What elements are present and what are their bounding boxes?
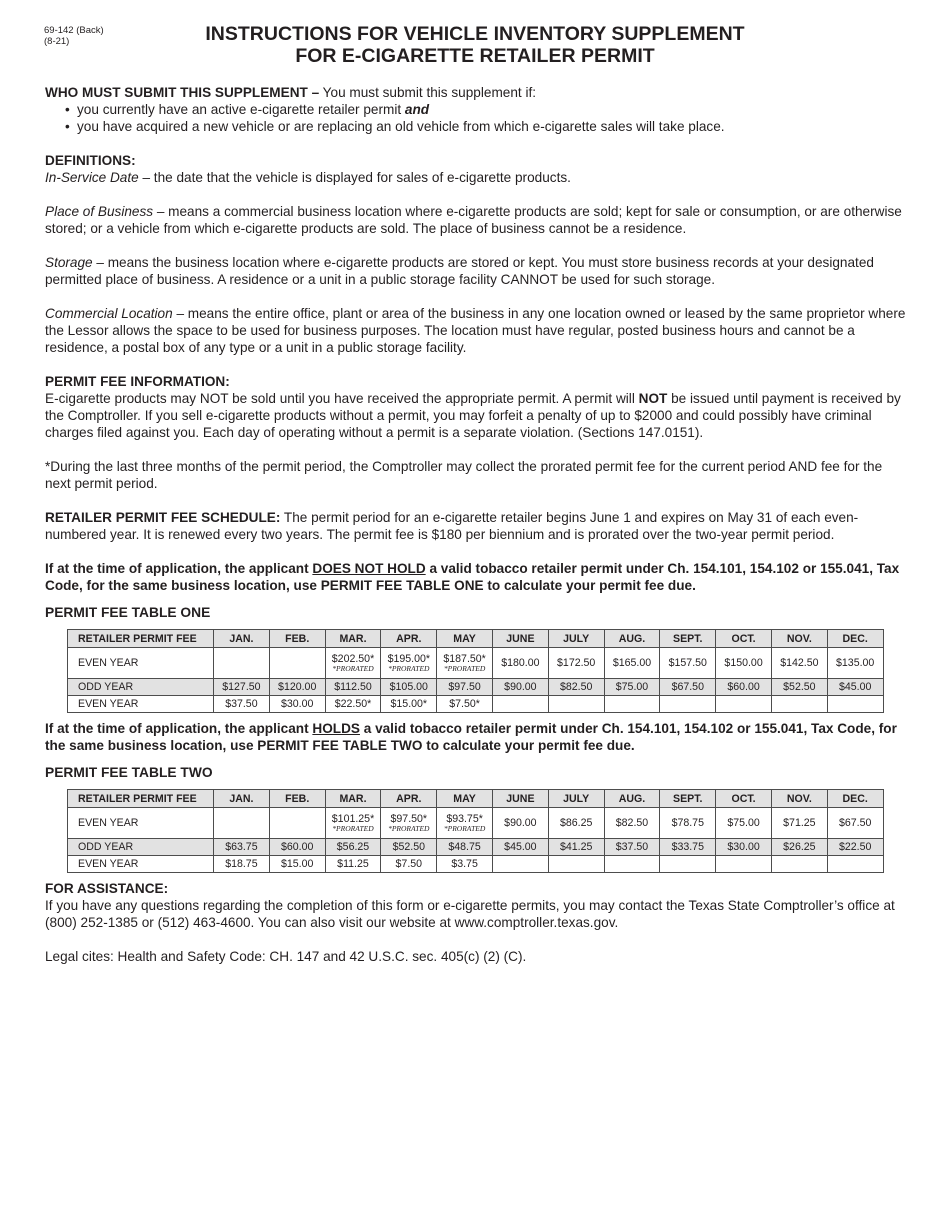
fee-schedule <box>45 509 907 543</box>
condition-one-post: a valid tobacco retailer permit under Ch. 154.101, 154.102 or 155.041, Tax Code, for the same business location, use PERMIT FEE TABLE ONE to calculate your permit fee due. <box>45 561 900 593</box>
term-in-service: In-Service Date <box>45 170 139 185</box>
row-label: ODD YEAR <box>68 679 214 696</box>
fee-cell: $48.75 <box>437 839 493 856</box>
fee-cell: $37.50 <box>604 839 660 856</box>
definition-place-of-business <box>45 203 907 237</box>
fee-cell: $11.25 <box>325 856 381 873</box>
fee-cell: $172.50 <box>548 648 604 679</box>
form-number <box>44 25 104 47</box>
condition-table-two <box>45 720 907 754</box>
who-bullet-1 <box>77 101 907 118</box>
column-header-month: SEPT. <box>660 790 716 808</box>
column-header-month: NOV. <box>771 790 827 808</box>
fee-cell: $30.00 <box>269 696 325 713</box>
fee-cell <box>660 856 716 873</box>
fee-cell: $52.50 <box>771 679 827 696</box>
definition-place-text: – means a commercial business location where e-cigarette products are sold; kept for sale or consumption, or are otherwise stored; or a vehicle from which e-cigarette products are sold. The place of business cannot be a residence. <box>45 204 902 236</box>
who-must-submit <box>45 84 907 101</box>
table-row <box>68 856 884 873</box>
fee-value: $97.50* <box>390 813 428 825</box>
fee-cell <box>827 696 883 713</box>
fee-cell: $22.50 <box>827 839 883 856</box>
fee-value: $101.25* <box>331 813 375 825</box>
column-header-month: JAN. <box>214 630 270 648</box>
fee-cell: $52.50 <box>381 839 437 856</box>
row-label: EVEN YEAR <box>68 856 214 873</box>
fee-value: $195.00* <box>387 653 430 665</box>
fee-cell <box>660 696 716 713</box>
table-header-row <box>68 630 884 648</box>
fee-cell <box>381 808 437 839</box>
fee-cell <box>771 856 827 873</box>
column-header-month: OCT. <box>716 630 772 648</box>
definitions-heading: DEFINITIONS: <box>45 153 136 168</box>
term-commercial-location: Commercial Location <box>45 306 173 321</box>
form-revision-text: (8-21) <box>44 36 70 47</box>
fee-cell: $3.75 <box>437 856 493 873</box>
fee-cell <box>548 696 604 713</box>
fee-value: $202.50* <box>331 653 375 665</box>
fee-cell: $18.75 <box>214 856 270 873</box>
fee-cell: $142.50 <box>771 648 827 679</box>
fee-value: $187.50* <box>443 653 486 665</box>
who-intro: You must submit this supplement if: <box>319 85 537 100</box>
fee-value: $93.75* <box>446 813 483 825</box>
fee-cell: $78.75 <box>660 808 716 839</box>
fee-cell: $60.00 <box>269 839 325 856</box>
fee-cell: $26.25 <box>771 839 827 856</box>
who-bullet-list <box>45 101 907 135</box>
fee-cell: $120.00 <box>269 679 325 696</box>
prorated-label: *PRORATED <box>332 664 374 673</box>
fee-cell: $7.50 <box>381 856 437 873</box>
fee-cell: $75.00 <box>604 679 660 696</box>
assistance-text: If you have any questions regarding the completion of this form or e-cigarette permits, you may contact the Texas State Comptroller’s office at (800) 252-1385 or (512) 463-4600. You can also visit our website at www.comptroller.texas.gov. <box>45 898 895 930</box>
prorated-label: *PRORATED <box>443 664 486 673</box>
fee-cell: $63.75 <box>214 839 270 856</box>
fee-cell: $71.25 <box>771 808 827 839</box>
fee-cell: $127.50 <box>214 679 270 696</box>
fee-cell: $112.50 <box>325 679 381 696</box>
fee-cell: $90.00 <box>492 679 548 696</box>
column-header-month: MAY <box>437 790 493 808</box>
fee-cell <box>269 648 325 679</box>
column-header-month: JULY <box>548 630 604 648</box>
title-line-1: INSTRUCTIONS FOR VEHICLE INVENTORY SUPPLEMENT <box>205 23 745 45</box>
column-header-month: MAR. <box>325 790 381 808</box>
column-header-month: MAY <box>437 630 493 648</box>
fee-cell: $157.50 <box>660 648 716 679</box>
condition-table-one <box>45 560 907 594</box>
prorated-label: *PRORATED <box>332 824 374 833</box>
permit-fee-text-1: E-cigarette products may NOT be sold until you have received the appropriate permit. A permit will <box>45 391 639 406</box>
fee-cell <box>604 856 660 873</box>
condition-two-underline: HOLDS <box>312 721 360 736</box>
who-heading: WHO MUST SUBMIT THIS SUPPLEMENT – <box>45 85 320 100</box>
fee-schedule-text: The permit period for an e-cigarette retailer begins June 1 and expires on May 31 of each even-numbered year. It is renewed every two years. The permit fee is $180 per biennium and is prorated over the two-year permit period. <box>45 510 859 542</box>
who-bullet-1-text: you currently have an active e-cigarette retailer permit <box>77 102 405 117</box>
definition-in-service <box>45 169 907 186</box>
fee-cell: $41.25 <box>548 839 604 856</box>
permit-fee-heading: PERMIT FEE INFORMATION: <box>45 374 230 389</box>
row-label: ODD YEAR <box>68 839 214 856</box>
fee-cell: $90.00 <box>492 808 548 839</box>
column-header-month: AUG. <box>604 630 660 648</box>
fee-cell <box>381 648 437 679</box>
fee-cell: $30.00 <box>716 839 772 856</box>
table-header-row <box>68 790 884 808</box>
title-line-2: FOR E-CIGARETTE RETAILER PERMIT <box>295 45 655 67</box>
fee-cell: $67.50 <box>827 808 883 839</box>
page-title <box>160 23 790 67</box>
fee-cell: $15.00 <box>269 856 325 873</box>
fee-cell <box>214 808 270 839</box>
instructions-body <box>45 84 907 965</box>
permit-fee-text <box>45 390 907 441</box>
fee-cell <box>604 696 660 713</box>
row-label: EVEN YEAR <box>68 696 214 713</box>
legal-cites: Legal cites: Health and Safety Code: CH. 147 and 42 U.S.C. sec. 405(c) (2) (C). <box>45 949 527 964</box>
prorated-label: *PRORATED <box>443 824 486 833</box>
term-place-of-business: Place of Business <box>45 204 154 219</box>
row-label: EVEN YEAR <box>68 648 214 679</box>
table-row <box>68 696 884 713</box>
column-header-month: SEPT. <box>660 630 716 648</box>
form-number-text: 69-142 (Back) <box>44 25 104 36</box>
fee-cell: $135.00 <box>827 648 883 679</box>
fee-cell <box>716 696 772 713</box>
fee-cell: $37.50 <box>214 696 270 713</box>
table-row <box>68 679 884 696</box>
fee-cell <box>492 696 548 713</box>
prorated-label: *PRORATED <box>388 664 430 673</box>
column-header-month: JULY <box>548 790 604 808</box>
column-header-month: APR. <box>381 630 437 648</box>
fee-schedule-heading: RETAILER PERMIT FEE SCHEDULE: <box>45 510 281 525</box>
fee-cell: $45.00 <box>492 839 548 856</box>
column-header-month: MAR. <box>325 630 381 648</box>
fee-cell: $165.00 <box>604 648 660 679</box>
fee-cell <box>269 808 325 839</box>
permit-fee-table-one <box>67 629 884 713</box>
fee-cell <box>771 696 827 713</box>
fee-cell: $82.50 <box>548 679 604 696</box>
fee-cell: $105.00 <box>381 679 437 696</box>
table-one-title: PERMIT FEE TABLE ONE <box>45 605 211 620</box>
definition-commercial-text: – means the entire office, plant or area of the business in any one location owned or leased by the same proprietor where the Lessor allows the space to be used for business purposes. The location must have regular, posted business hours and cannot be a residence, a postal box of any type or a unit in a public storage facility. <box>45 306 906 355</box>
column-header-month: OCT. <box>716 790 772 808</box>
column-header-month: NOV. <box>771 630 827 648</box>
column-header-label: RETAILER PERMIT FEE <box>68 630 214 648</box>
who-bullet-1-and: and <box>404 102 430 117</box>
prorated-label: *PRORATED <box>388 824 430 833</box>
condition-two-post: a valid tobacco retailer permit under Ch. 154.101, 154.102 or 155.041, Tax Code, for the same business location, use PERMIT FEE TABLE TWO to calculate your permit fee due. <box>45 721 897 753</box>
fee-cell <box>548 856 604 873</box>
fee-cell: $56.25 <box>325 839 381 856</box>
table-row <box>68 648 884 679</box>
definition-commercial-location <box>45 305 907 356</box>
fee-cell: $15.00* <box>381 696 437 713</box>
column-header-label: RETAILER PERMIT FEE <box>68 790 214 808</box>
fee-cell <box>325 648 381 679</box>
condition-one-pre: If at the time of application, the applicant <box>45 561 313 576</box>
fee-cell: $45.00 <box>827 679 883 696</box>
fee-cell: $86.25 <box>548 808 604 839</box>
fee-cell <box>437 648 493 679</box>
column-header-month: DEC. <box>827 790 883 808</box>
fee-cell: $67.50 <box>660 679 716 696</box>
row-label: EVEN YEAR <box>68 808 214 839</box>
permit-fee-text-2: be issued until payment is received by the Comptroller. If you sell e-cigarette products without a permit, you may forfeit a penalty of up to $2000 and could possibly have criminal charges filed against you. Each day of operating without a permit is a separate violation. (Sections 147.0151). <box>45 391 901 440</box>
fee-cell: $33.75 <box>660 839 716 856</box>
condition-two-pre: If at the time of application, the applicant <box>45 721 313 736</box>
permit-fee-not: NOT <box>638 391 668 406</box>
fee-cell: $75.00 <box>716 808 772 839</box>
column-header-month: DEC. <box>827 630 883 648</box>
table-row <box>68 808 884 839</box>
table-row <box>68 839 884 856</box>
column-header-month: APR. <box>381 790 437 808</box>
permit-fee-table-two <box>67 789 884 873</box>
fee-cell <box>214 648 270 679</box>
definition-storage-text: – means the business location where e-cigarette products are stored or kept. You must store business records at your designated permitted place of business. A residence or a unit in a public storage facility CANNOT be used for such storage. <box>45 255 874 287</box>
who-bullet-2: • you have acquired a new vehicle or are replacing an old vehicle from which e-cigarette sales will take place. <box>77 118 907 135</box>
fee-cell <box>437 808 493 839</box>
assistance-heading: FOR ASSISTANCE: <box>45 881 169 896</box>
fee-cell <box>827 856 883 873</box>
prorated-note: *During the last three months of the permit period, the Comptroller may collect the prorated permit fee for the current period AND fee for the next permit period. <box>45 459 883 491</box>
fee-cell: $97.50 <box>437 679 493 696</box>
definition-storage <box>45 254 907 288</box>
column-header-month: JUNE <box>492 630 548 648</box>
column-header-month: AUG. <box>604 790 660 808</box>
condition-one-underline: DOES NOT HOLD <box>312 561 426 576</box>
table-two-title: PERMIT FEE TABLE TWO <box>45 765 213 780</box>
fee-cell: $180.00 <box>492 648 548 679</box>
fee-cell: $82.50 <box>604 808 660 839</box>
fee-cell: $60.00 <box>716 679 772 696</box>
column-header-month: FEB. <box>269 630 325 648</box>
column-header-month: JAN. <box>214 790 270 808</box>
fee-cell: $7.50* <box>437 696 493 713</box>
fee-cell <box>492 856 548 873</box>
definition-in-service-text: – the date that the vehicle is displayed for sales of e-cigarette products. <box>138 170 571 185</box>
column-header-month: FEB. <box>269 790 325 808</box>
column-header-month: JUNE <box>492 790 548 808</box>
fee-cell: $150.00 <box>716 648 772 679</box>
fee-cell <box>716 856 772 873</box>
term-storage: Storage <box>45 255 93 270</box>
fee-cell <box>325 808 381 839</box>
fee-cell: $22.50* <box>325 696 381 713</box>
